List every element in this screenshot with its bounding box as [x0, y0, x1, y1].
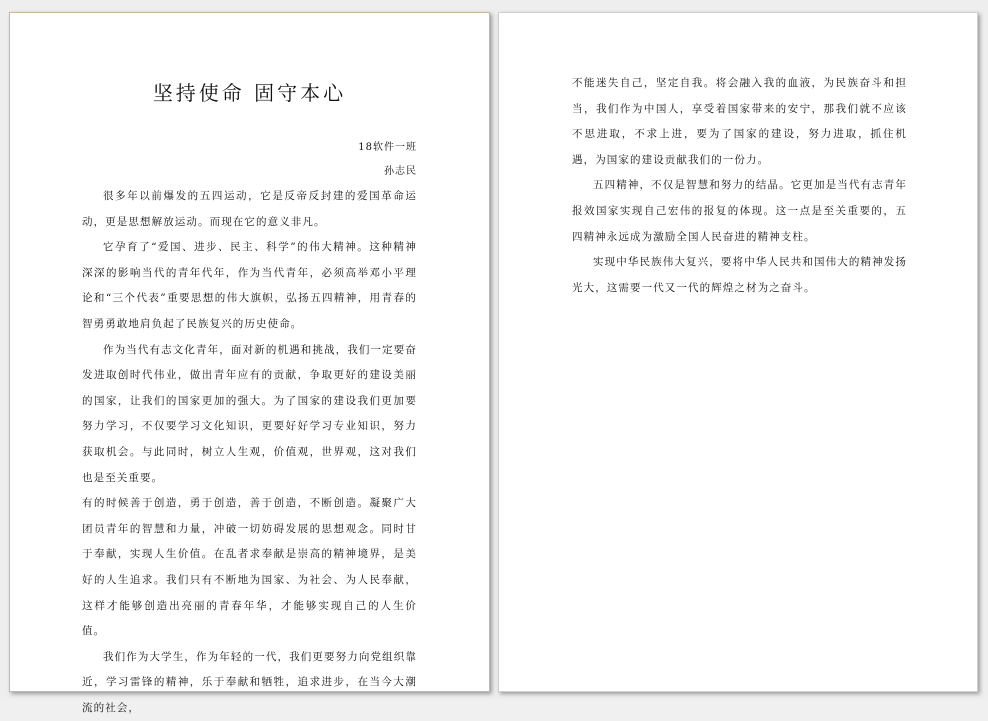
author-name: 孙志民 [384, 166, 417, 177]
paragraph: 作为当代有志文化青年，面对新的机遇和挑战，我们一定要奋发进取创时代伟业，做出青年应有的贡献，争取更好的建设美丽的国家，让我们的国家更加的强大。为了国家的建设我们更加要努力学习，不仅要学习文化知识，更要好好学习专业知识，努力获取机会。与此同时，树立人生观，价值观，世界观，这对我们也是至关重要。 [82, 343, 417, 484]
document-title: 坚持使命 固守本心 [152, 81, 347, 105]
paragraph: 五四精神，不仅是智慧和努力的结晶。它更加是当代有志青年报效国家实现自己宏伟的报复的体现。这一点是至关重要的，五四精神永远成为激励全国人民奋进的精神支柱。 [572, 179, 907, 243]
paragraph: 很多年以前爆发的五四运动，它是反帝反封建的爱国革命运动，更是思想解放运动。而现在它的意义非凡。 [82, 190, 417, 228]
paragraph: 有的时候善于创造，勇于创造，善于创造，不断创造。凝聚广大团员青年的智慧和力量，冲破一切妨碍发展的思想观念。同时甘于奉献，实现人生价值。在乱者求奉献是崇高的精神境界，是美好的人生追求。我们只有不断地为国家、为社会、为人民奉献，这样才能够创造出亮丽的青春年华，才能够实现自己的人生价值。 [82, 497, 417, 638]
document-page-1[interactable] [9, 12, 490, 714]
paragraph: 我们作为大学生，作为年轻的一代，我们更要努力向党组织靠近，学习雷锋的精神，乐于奉献和牺牲，追求进步，在当今大潮流的社会， [82, 650, 417, 714]
paragraph: 实现中华民族伟大复兴，要将中华人民共和国伟大的精神发扬光大，这需要一代又一代的辉煌之材为之奋斗。 [572, 256, 907, 294]
paragraph: 它孕育了“爱国、进步、民主、科学”的伟大精神。这种精神深深的影响当代的青年代年，作为当代青年，必须高举邓小平理论和“三个代表”重要思想的伟大旗帜，弘扬五四精神，用青春的智勇勇敢地肩负起了民族复兴的历史使命。 [82, 241, 417, 330]
class-line: 18软件一班 [358, 142, 417, 153]
paragraph: 不能迷失自己，坚定自我。将会融入我的血液，为民族奋斗和担当，我们作为中国人，享受着国家带来的安宁，那我们就不应该不思进取，不求上进，要为了国家的建设，努力进取，抓住机遇，为国家的建设贡献我们的一份力。 [572, 77, 907, 166]
document-page-2[interactable] [498, 12, 978, 692]
